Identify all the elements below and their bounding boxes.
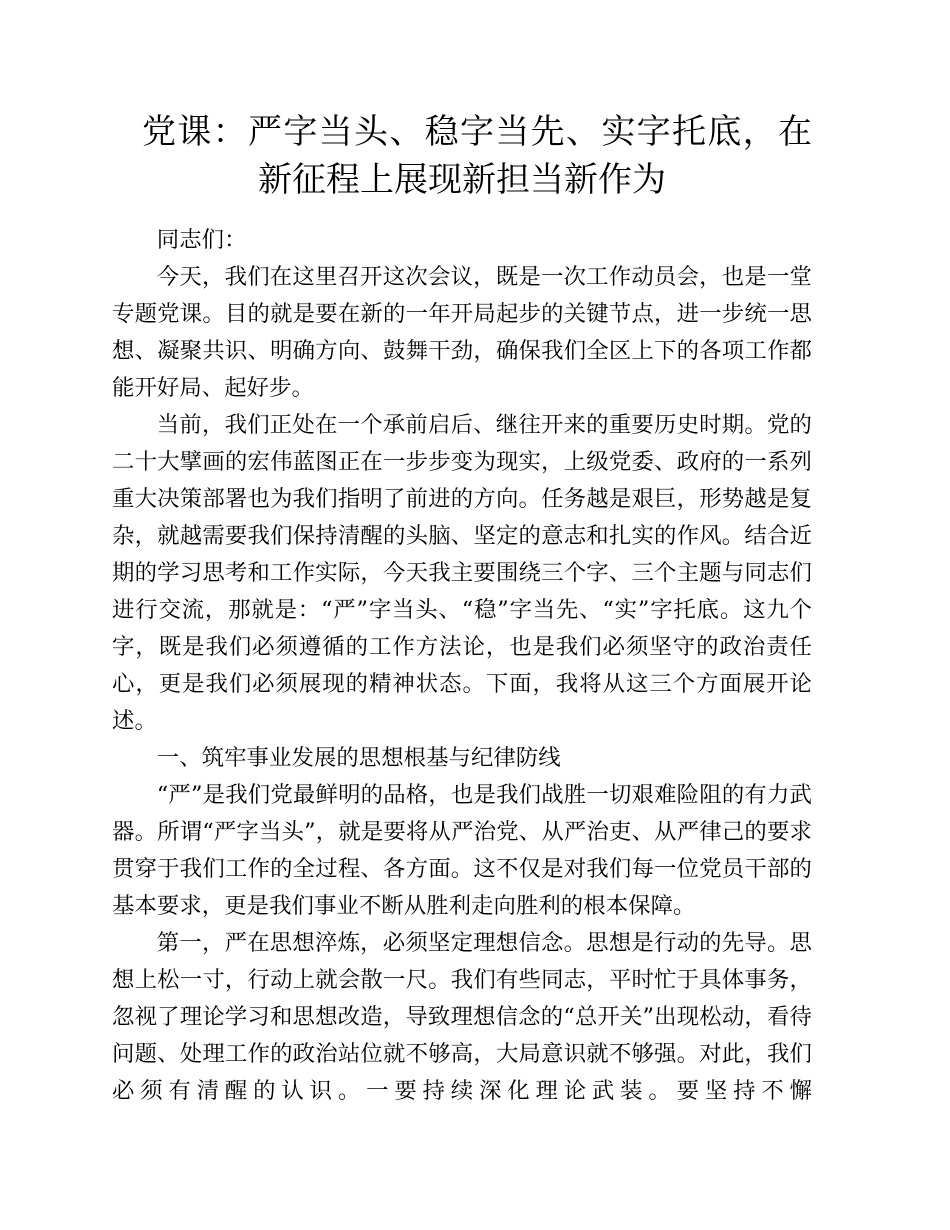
salutation: 同志们： bbox=[156, 227, 247, 253]
page-title bbox=[112, 0, 812, 204]
paragraph-2: 当前，我们正处在一个承前启后、继往开来的重要历史时期。党的二十大擘画的宏伟蓝图正在一步步变为现实，上级党委、政府的一系列重大决策部署也为我们指明了前进的方向。任务越是艰巨，形势越是复杂，就越需要我们保持清醒的头脑、坚定的意志和扎实的作风。结合近期的学习思考和工作实际，今天我主要围绕三个字、三个主题与同志们进行交流，那就是：“严”字当头、“稳”字当先、“实”字托底。这九个字，既是我们必须遵循的工作方法论，也是我们必须坚守的政治责任心，更是我们必须展现的精神状态。下面，我将从这三个方面展开论述。 bbox=[112, 412, 812, 734]
section-paragraph-1: “严”是我们党最鲜明的品格，也是我们战胜一切艰难险阻的有力武器。所谓“严字当头”，就是要将从严治党、从严治吏、从严律己的要求贯穿于我们工作的全过程、各方面。这不仅是对我们每一位党员干部的基本要求，更是我们事业不断从胜利走向胜利的根本保障。 bbox=[112, 782, 812, 919]
page-title-line-2: 新征程上展现新担当新作为 bbox=[258, 160, 666, 200]
paragraph-1: 今天，我们在这里召开这次会议，既是一次工作动员会，也是一堂专题党课。目的就是要在新的一年开局起步的关键节点，进一步统一思想、凝聚共识、明确方向、鼓舞干劲，确保我们全区上下的各项工作都能开好局、起好步。 bbox=[112, 264, 812, 401]
page-title-line-1: 党课：严字当头、稳字当先、实字托底，在 bbox=[142, 112, 812, 152]
section-heading-1: 一、筑牢事业发展的思想根基与纪律防线 bbox=[156, 745, 561, 771]
document-body bbox=[112, 222, 812, 1110]
section-paragraph-2: 第一，严在思想淬炼，必须坚定理想信念。思想是行动的先导。思想上松一寸，行动上就会散一尺。我们有些同志，平时忙于具体事务，忽视了理论学习和思想改造，导致理想信念的“总开关”出现松动，看待问题、处理工作的政治站位就不够高，大局意识就不够强。对此，我们必须有清醒的认识。一要持续深化理论武装。要坚持不懈 bbox=[112, 930, 812, 1104]
document-content bbox=[112, 0, 812, 1110]
